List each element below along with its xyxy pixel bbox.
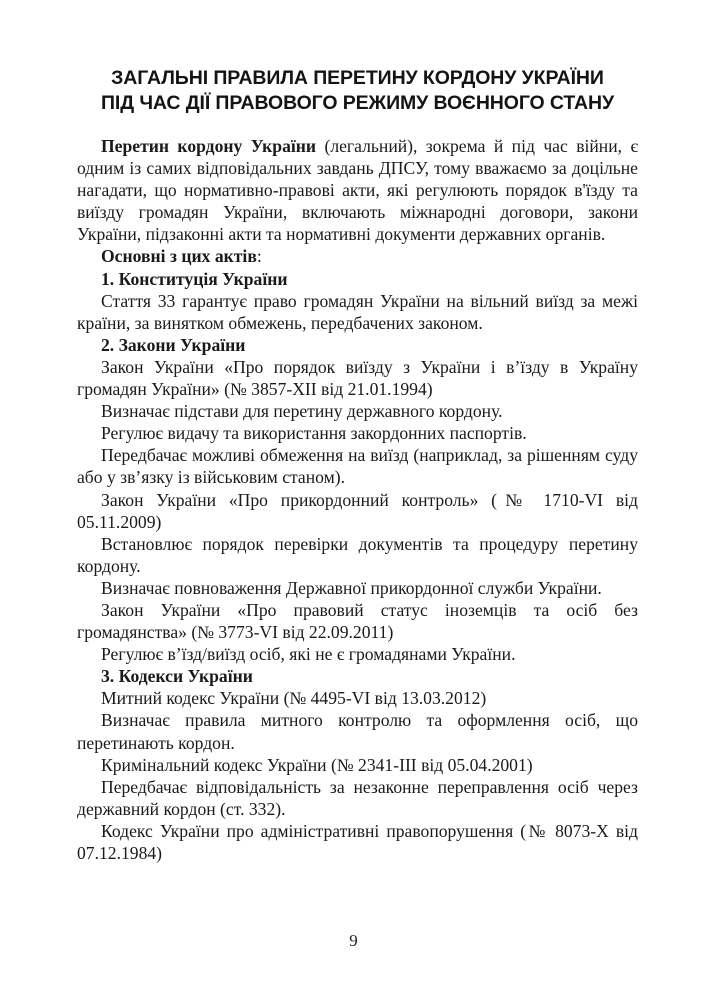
intro-paragraph: [77, 135, 638, 245]
title-line-2: ПІД ЧАС ДІЇ ПРАВОВОГО РЕЖИМУ ВОЄННОГО СТАНУ: [100, 92, 615, 114]
section-paragraph: Кримінальний кодекс України (№ 2341-III від 05.04.2001): [101, 754, 533, 775]
page-title: [77, 66, 638, 116]
section-paragraph: Встановлює порядок перевірки документів та процедуру перетину кордону.: [77, 533, 638, 576]
section-paragraph: Передбачає відповідальність за незаконне переправлення осіб через державний кордон (ст. 332).: [77, 776, 638, 819]
section-paragraph: Закон України «Про правовий статус іноземців та осіб без громадянства» (№ 3773-VI від 22.09.2011): [77, 599, 638, 643]
section-paragraph: Кодекс України про адміністративні правопорушення (№ 8073-X від 07.12.1984): [77, 820, 638, 863]
section-paragraph: Передбачає можливі обмеження на виїзд (наприклад, за рішенням суду або у зв’язку із військовим станом).: [77, 445, 638, 488]
document-page: [77, 66, 638, 864]
section-paragraph: Визначає підстави для перетину державного кордону.: [101, 401, 503, 422]
section-paragraph: Стаття 33 гарантує право громадян України на вільний виїзд за межі країни, за винятком обмежень, передбачених законом.: [77, 290, 638, 333]
title-line-1: ЗАГАЛЬНІ ПРАВИЛА ПЕРЕТИНУ КОРДОНУ УКРАЇНИ: [111, 67, 604, 89]
intro-text: (легальний), зокрема й під час війни, є одним із самих відповідальних завдань ДПСУ, тому вважаємо за доцільне нагадати, що нормативно-правові акти, які регулюють порядок в'їзду та виїзду громадян України, включають міжнародні договори, закони України, підзаконні акти та нормативні документи державних органів.: [77, 136, 638, 245]
section-heading: 1. Конституція України: [101, 268, 288, 289]
section-paragraph: Регулює видачу та використання закордонних паспортів.: [101, 423, 527, 444]
section-paragraph: Закон України «Про прикордонний контроль» (№ 1710-VI від 05.11.2009): [77, 489, 638, 532]
acts-heading-label: Основні з цих актів: [101, 246, 257, 267]
acts-heading: [77, 245, 638, 267]
acts-heading-suffix: :: [256, 246, 262, 267]
section-heading: 2. Закони України: [101, 334, 246, 355]
section-paragraph: Визначає правила митного контролю та оформлення осіб, що перетинають кордон.: [77, 710, 638, 753]
section-paragraph: Визначає повноваження Державної прикордонної служби України.: [101, 577, 602, 598]
section-paragraph: Закон України «Про порядок виїзду з України і в’їзду в Україну громадян України» (№ 3857-XII від 21.01.1994): [77, 356, 638, 400]
section-paragraph: Митний кодекс України (№ 4495-VI від 13.03.2012): [101, 688, 487, 709]
document-body: [77, 135, 638, 864]
section-paragraph: Регулює в’їзд/виїзд осіб, які не є громадянами України.: [101, 644, 516, 665]
page-number: 9: [349, 931, 358, 950]
intro-lead: Перетин кордону України: [101, 136, 317, 156]
section-heading: 3. Кодекси України: [101, 666, 253, 687]
